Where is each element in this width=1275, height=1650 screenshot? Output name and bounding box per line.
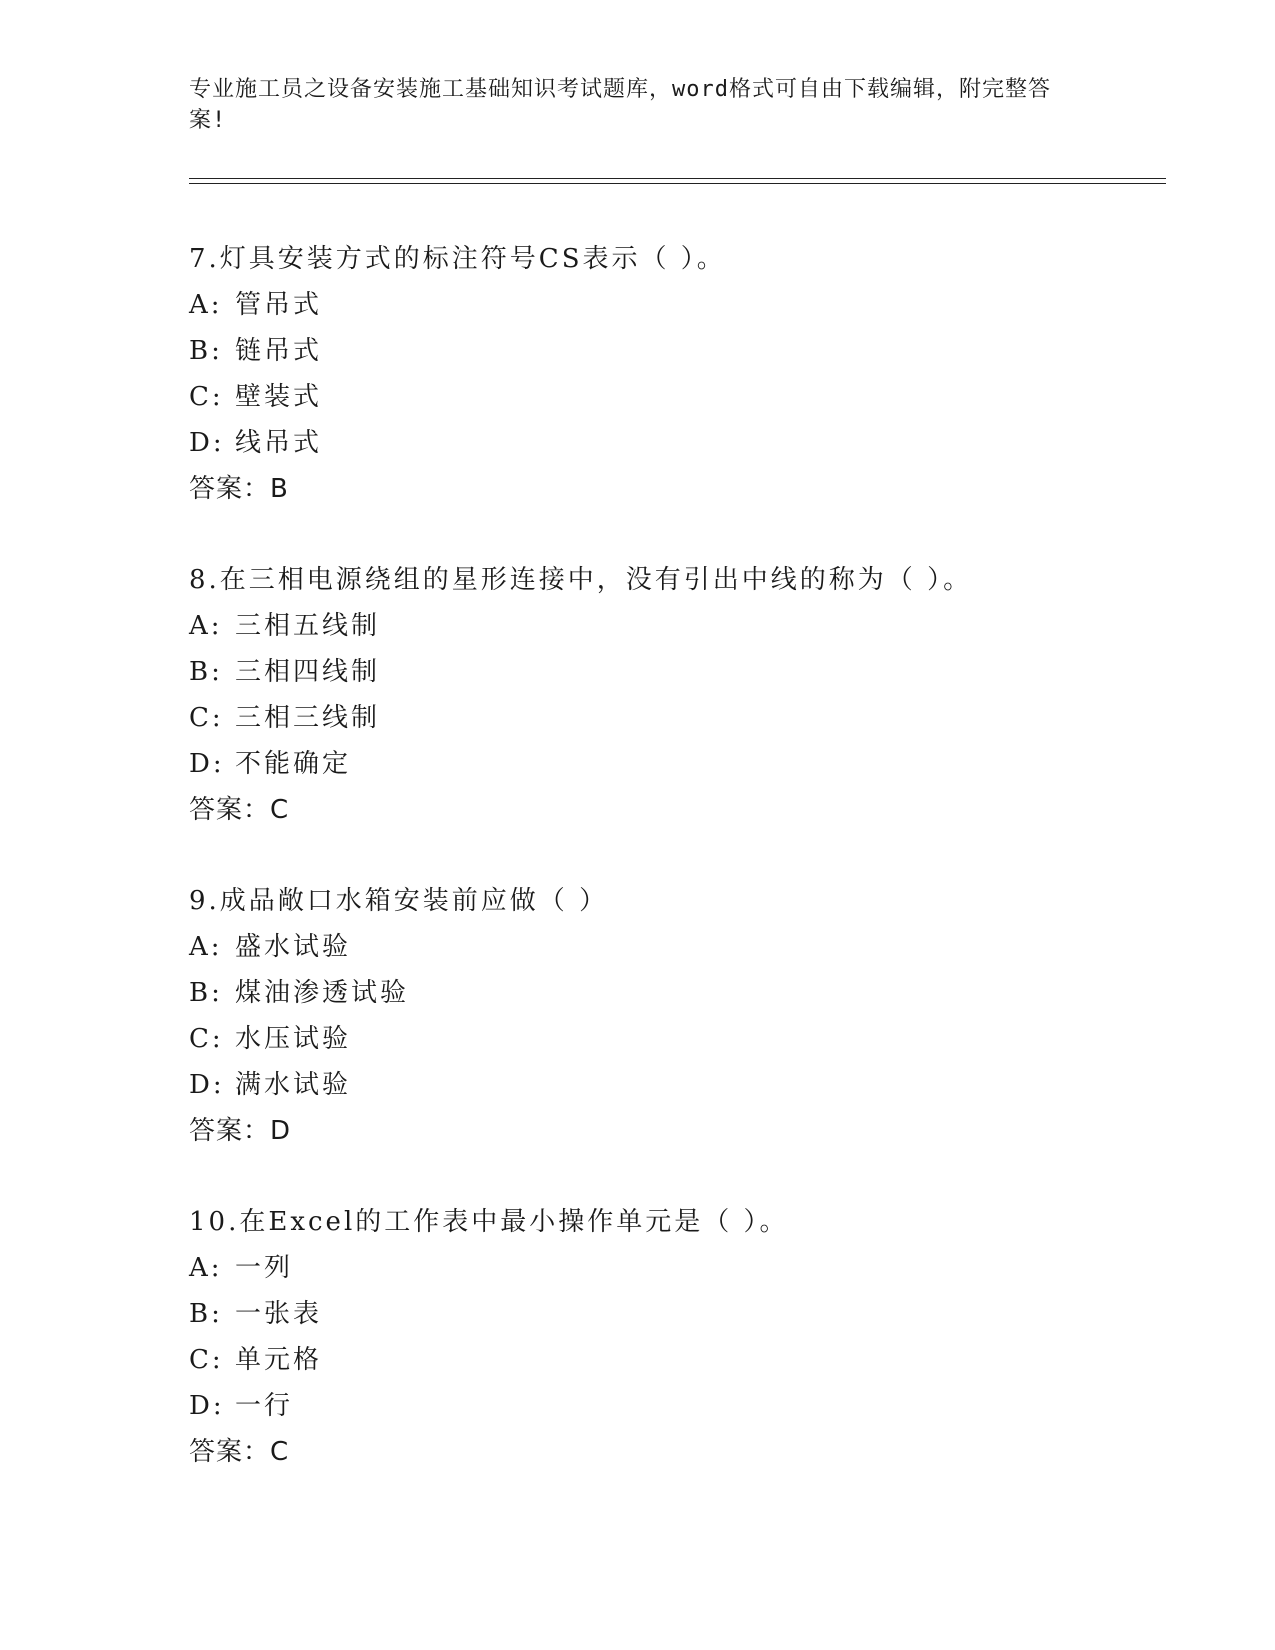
option-letter: D: — [189, 428, 225, 458]
option-a — [189, 924, 1149, 970]
option-text: 水压试验 — [235, 1024, 352, 1054]
option-letter: D: — [189, 749, 225, 779]
option-text: 线吊式 — [235, 428, 323, 458]
option-b — [189, 970, 1149, 1016]
option-text: 壁装式 — [235, 382, 323, 412]
question-10 — [189, 1199, 1149, 1475]
option-d — [189, 741, 1149, 787]
option-b — [189, 1291, 1149, 1337]
option-b — [189, 649, 1149, 695]
option-text: 一列 — [235, 1253, 294, 1283]
question-8 — [189, 557, 1149, 833]
option-c — [189, 1016, 1149, 1062]
option-b — [189, 328, 1149, 374]
option-letter: A: — [189, 1253, 223, 1283]
option-a — [189, 603, 1149, 649]
answer-line: 答案：B — [189, 474, 289, 504]
option-text: 三相四线制 — [235, 657, 381, 687]
option-text: 盛水试验 — [235, 932, 352, 962]
option-d — [189, 1383, 1149, 1429]
answer-line: 答案：C — [189, 1437, 290, 1467]
document-header: 专业施工员之设备安装施工基础知识考试题库，word格式可自由下载编辑，附完整答案! — [189, 77, 1051, 133]
option-c — [189, 695, 1149, 741]
option-letter: B: — [189, 978, 223, 1008]
option-text: 管吊式 — [235, 290, 323, 320]
option-letter: A: — [189, 611, 223, 641]
option-text: 三相三线制 — [235, 703, 381, 733]
option-d — [189, 420, 1149, 466]
option-letter: B: — [189, 336, 223, 366]
option-letter: C: — [189, 382, 224, 412]
option-letter: D: — [189, 1391, 225, 1421]
option-d — [189, 1062, 1149, 1108]
option-text: 三相五线制 — [235, 611, 381, 641]
option-c — [189, 1337, 1149, 1383]
option-text: 满水试验 — [235, 1070, 352, 1100]
option-letter: D: — [189, 1070, 225, 1100]
header-divider-top — [189, 178, 1166, 179]
option-letter: A: — [189, 290, 223, 320]
option-a — [189, 282, 1149, 328]
answer-line: 答案：D — [189, 1116, 292, 1146]
option-text: 链吊式 — [235, 336, 323, 366]
option-letter: B: — [189, 657, 223, 687]
option-text: 一张表 — [235, 1299, 323, 1329]
header-divider-bottom — [189, 183, 1166, 184]
option-text: 煤油渗透试验 — [235, 978, 410, 1008]
option-letter: B: — [189, 1299, 223, 1329]
question-stem: 8.在三相电源绕组的星形连接中，没有引出中线的称为（ ）。 — [189, 565, 973, 595]
option-letter: C: — [189, 703, 224, 733]
question-stem: 7.灯具安装方式的标注符号CS表示（ ）。 — [189, 244, 726, 274]
option-text: 不能确定 — [235, 749, 352, 779]
answer-line: 答案：C — [189, 795, 290, 825]
option-c — [189, 374, 1149, 420]
question-stem: 10.在Excel的工作表中最小操作单元是（ ）。 — [189, 1207, 789, 1237]
question-9 — [189, 878, 1149, 1154]
option-letter: C: — [189, 1024, 224, 1054]
question-stem: 9.成品敞口水箱安装前应做（ ） — [189, 886, 609, 916]
option-text: 单元格 — [235, 1345, 323, 1375]
option-a — [189, 1245, 1149, 1291]
option-letter: C: — [189, 1345, 224, 1375]
option-text: 一行 — [235, 1391, 294, 1421]
option-letter: A: — [189, 932, 223, 962]
question-7 — [189, 236, 1149, 512]
